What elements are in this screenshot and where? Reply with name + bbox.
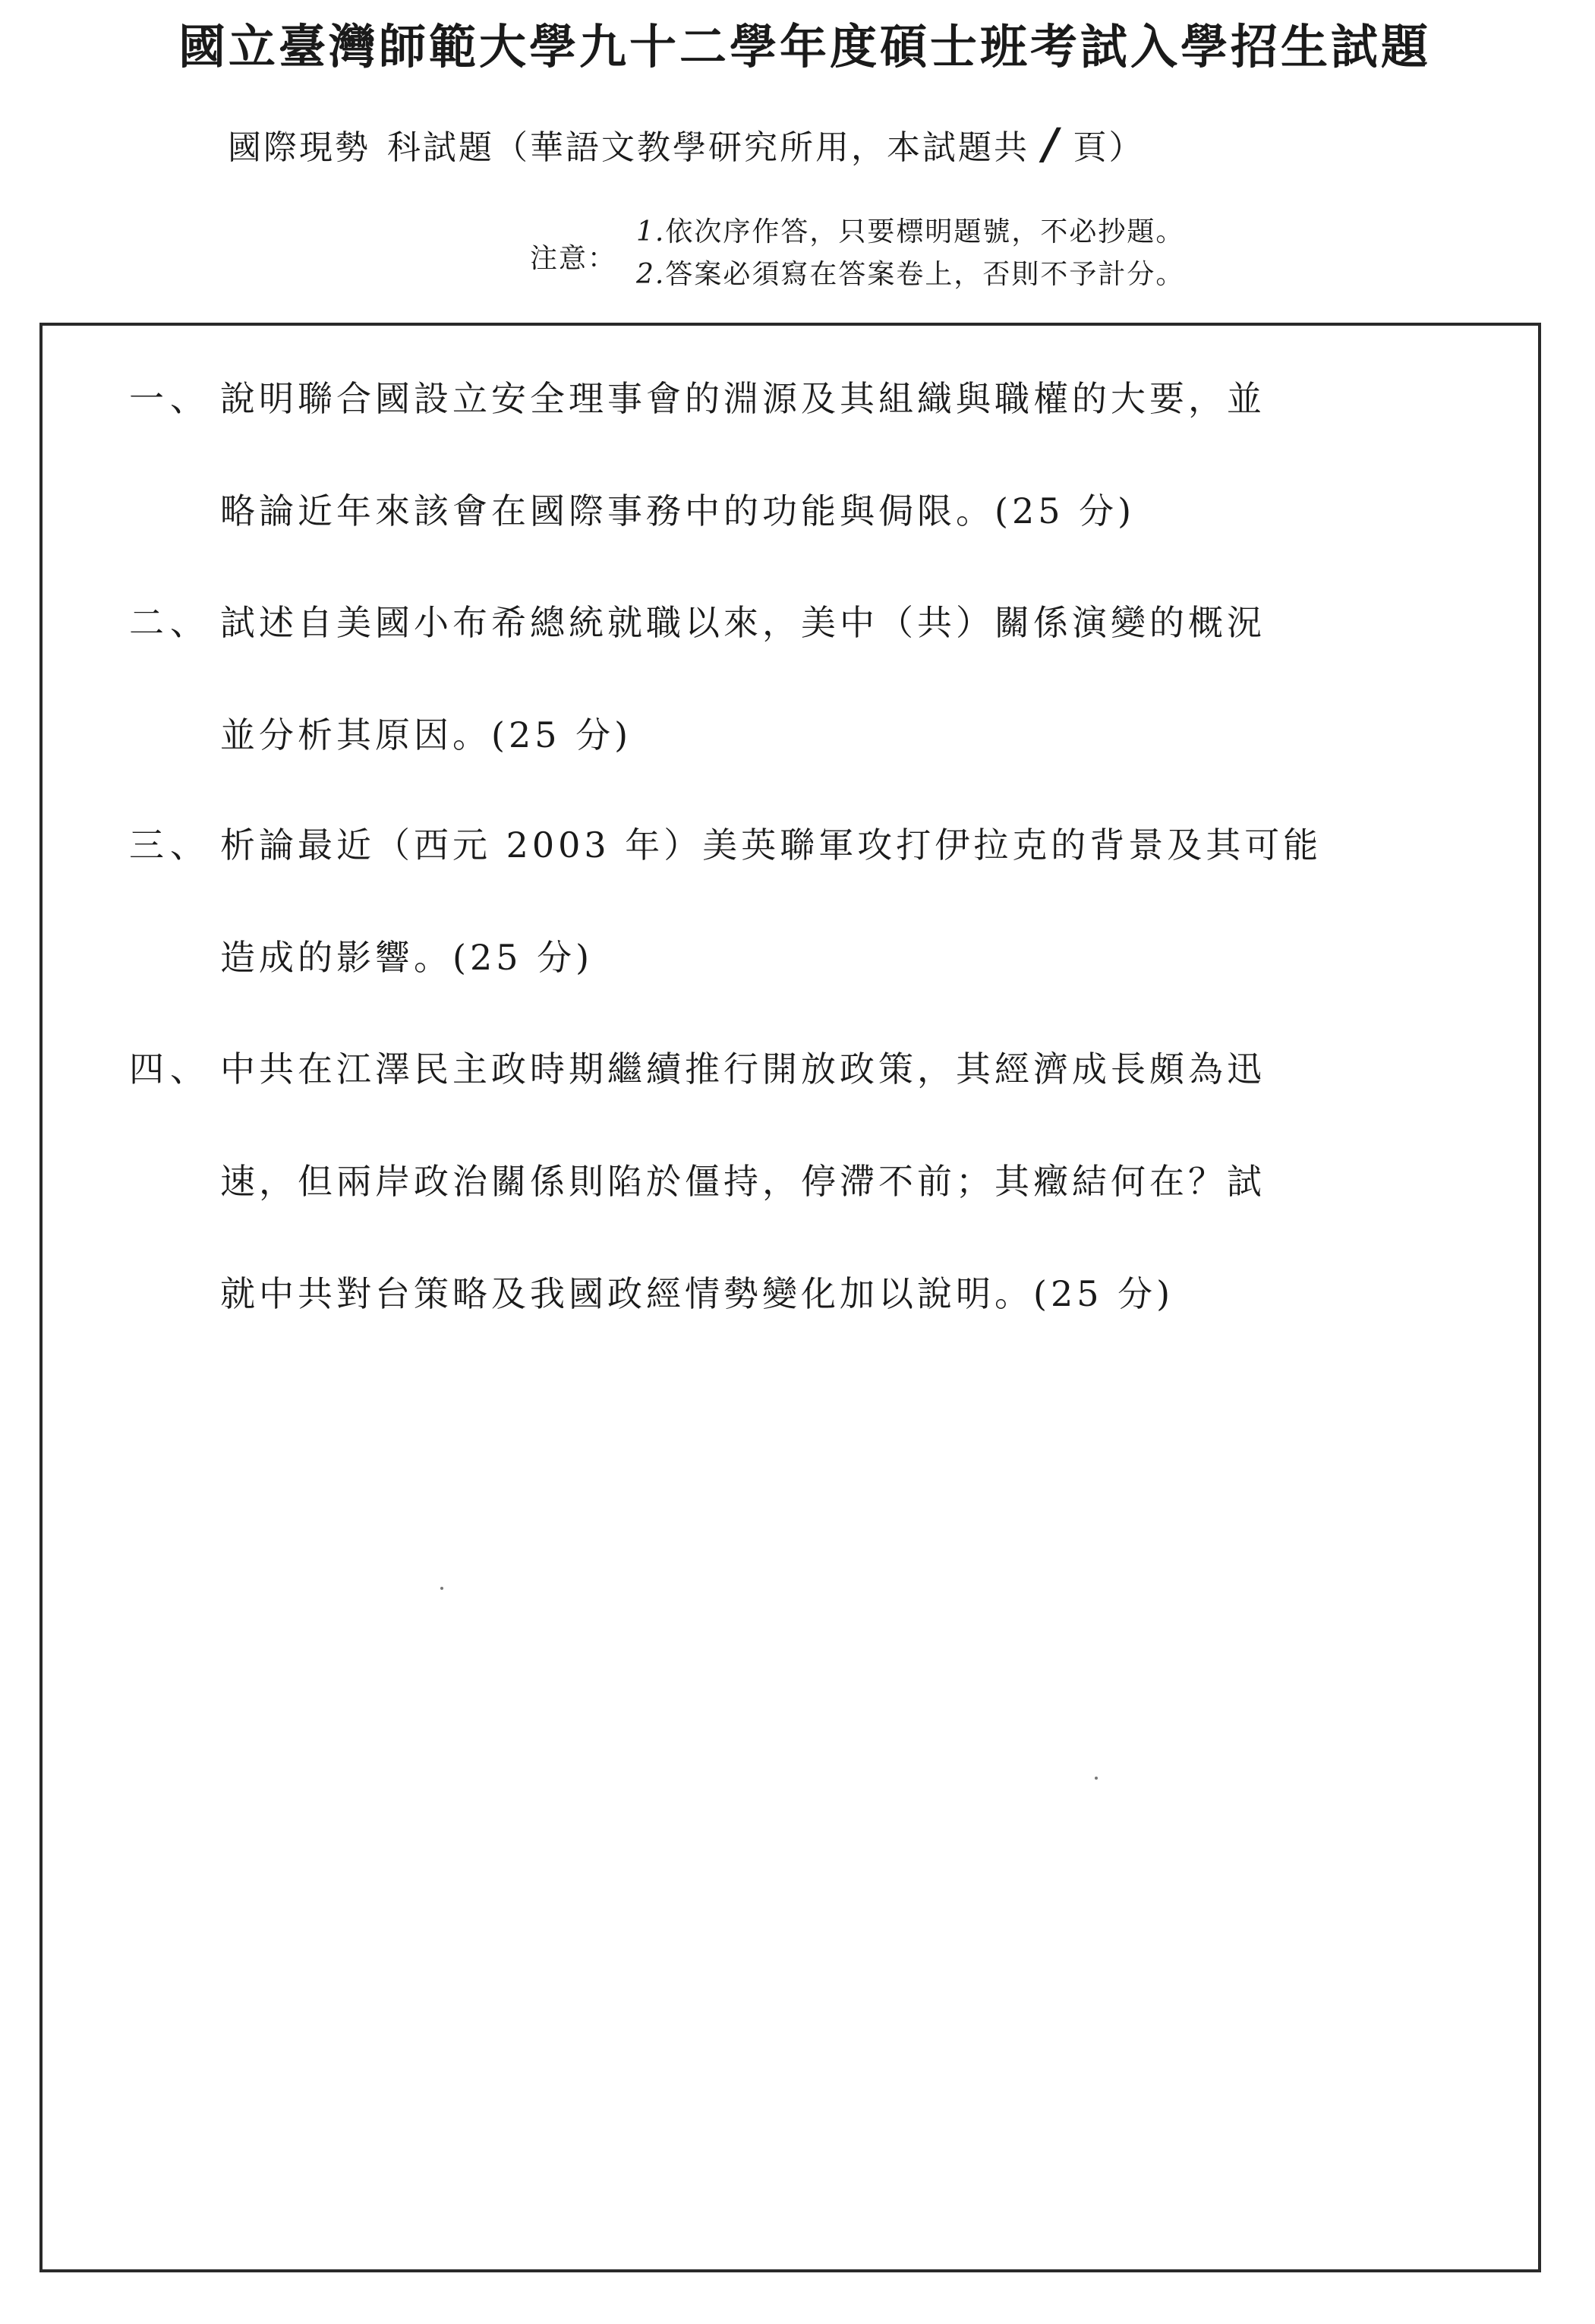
notice-item — [636, 254, 1184, 296]
question-line: 析論最近（西元 2003 年）美英聯軍攻打伊拉克的背景及其可能 — [220, 825, 1322, 866]
question-line: 中共在江澤民主政時期繼續推行開放政策，其經濟成長頗為迅 — [220, 1048, 1266, 1089]
question-number: 三、 — [129, 825, 211, 866]
subtitle-end: 頁） — [1073, 128, 1145, 167]
question-line: 就中共對台策略及我國政經情勢變化加以說明。(25 分) — [220, 1273, 1174, 1314]
question-line: 說明聯合國設立安全理事會的淵源及其組織與職權的大要，並 — [220, 378, 1266, 419]
notice-item-number: 1. — [636, 216, 666, 248]
notice-label: 注意： — [530, 243, 617, 274]
question-line: 速，但兩岸政治關係則陷於僵持，停滯不前；其癥結何在？試 — [220, 1161, 1266, 1202]
notice-item-text: 依次序作答，只要標明題號，不必抄題。 — [665, 216, 1185, 248]
exam-title: 國立臺灣師範大學九十二學年度碩士班考試入學招生試題 — [178, 19, 1431, 74]
question-line: 並分析其原因。(25 分) — [220, 714, 632, 755]
question-line: 略論近年來該會在國際事務中的功能與侷限。(25 分) — [220, 490, 1136, 531]
subject-name: 國際現勢 — [228, 128, 370, 167]
notice-item — [636, 211, 1184, 254]
question-number: 一、 — [129, 378, 211, 419]
notice-item-number: 2. — [636, 259, 666, 290]
notice-item-text: 答案必須寫在答案卷上，否則不予計分。 — [665, 259, 1185, 290]
notice-items — [636, 211, 1184, 296]
scan-speck — [440, 1587, 443, 1590]
question-line: 造成的影響。(25 分) — [220, 937, 594, 978]
page-count: / — [1042, 119, 1061, 169]
question-number: 四、 — [129, 1048, 211, 1089]
scan-speck — [1095, 1777, 1098, 1780]
question-number: 二、 — [129, 602, 211, 643]
question-line: 試述自美國小布希總統就職以來，美中（共）關係演變的概況 — [220, 602, 1266, 643]
subtitle-text: 科試題（華語文教學研究所用，本試題共 — [387, 128, 1029, 167]
exam-subtitle — [228, 121, 1144, 171]
